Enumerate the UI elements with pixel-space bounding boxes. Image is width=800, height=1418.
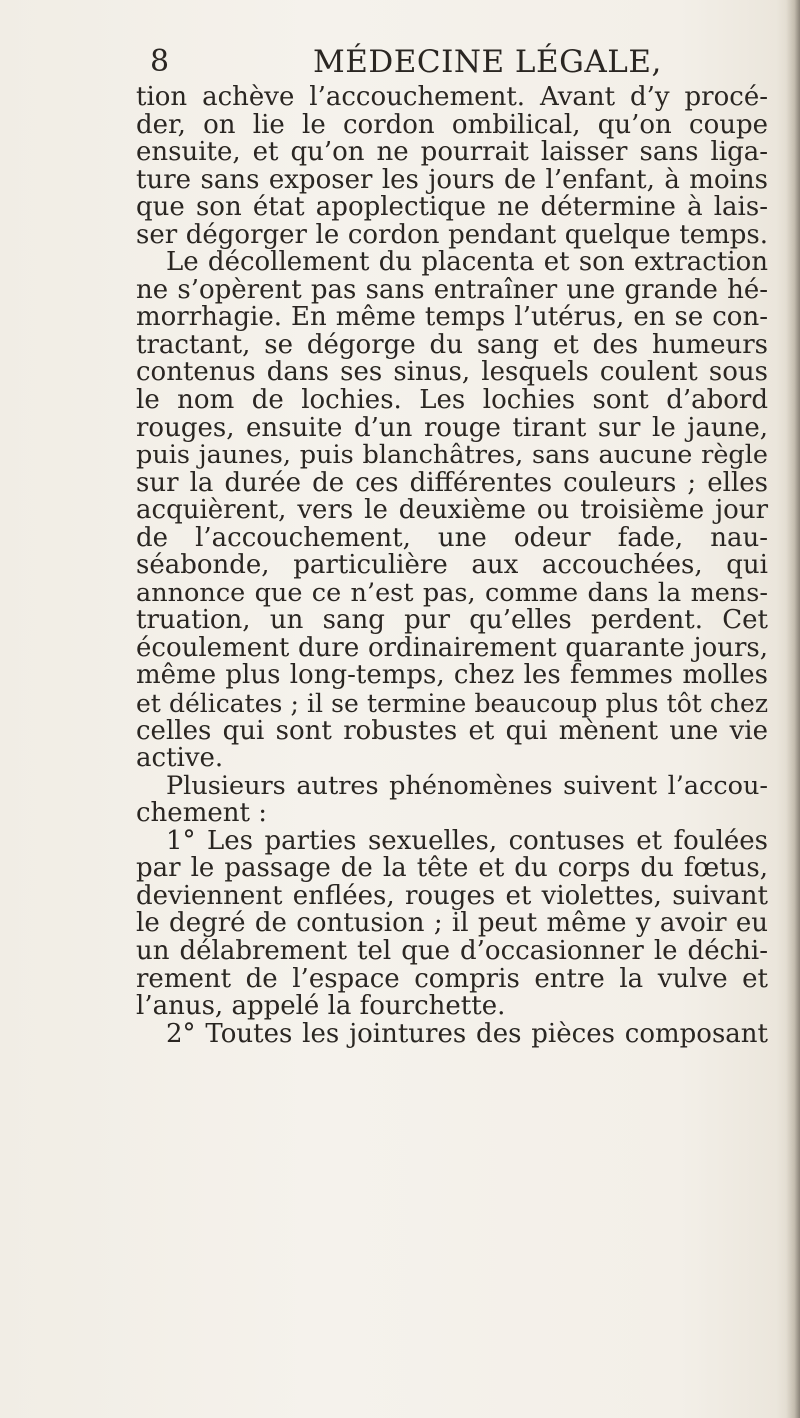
text-line: tractant, se dégorge du sang et des humeurs [136, 329, 768, 360]
text-line: et délicates ; il se termine beaucoup plus tôt chez [136, 689, 768, 719]
text-line: que son état apoplectique ne détermine à lais- [136, 192, 768, 223]
page-edge-shadow [786, 0, 800, 1418]
text-line: truation, un sang pur qu’elles perdent. Cet [136, 605, 768, 636]
text-line: séabonde, particulière aux accouchées, qui [136, 550, 768, 581]
text-line: un délabrement tel que d’occasionner le déchi- [136, 935, 768, 966]
text-line: le nom de lochies. Les lochies sont d’abord [136, 385, 768, 416]
text-line: même plus long-temps, chez les femmes molles [136, 660, 768, 691]
text-line: contenus dans ses sinus, lesquels coulent sous [136, 357, 768, 388]
text-line: le degré de contusion ; il peut même y avoir eu [136, 908, 768, 939]
text-line: 1° Les parties sexuelles, contuses et foulées [166, 825, 768, 856]
text-line: ensuite, et qu’on ne pourrait laisser sans liga- [136, 137, 768, 168]
text-line: ser dégorger le cordon pendant quelque temps. [136, 219, 768, 250]
text-line: Plusieurs autres phénomènes suivent l’accou- [166, 770, 768, 801]
text-line: de l’accouchement, une odeur fade, nau- [136, 522, 768, 553]
text-line: rouges, ensuite d’un rouge tirant sur le jaune, [136, 412, 768, 443]
page-number: 8 [150, 44, 170, 79]
text-line: annonce que ce n’est pas, comme dans la mens- [136, 577, 768, 608]
text-line: ture sans exposer les jours de l’enfant, à moins [136, 164, 768, 195]
text-line: chement : [136, 798, 267, 829]
text-line: der, on lie le cordon ombilical, qu’on coupe [136, 109, 768, 140]
text-line: l’anus, appelé la fourchette. [136, 991, 506, 1022]
text-line: active. [136, 743, 224, 774]
text-line: sur la durée de ces différentes couleurs ; elles [136, 467, 768, 498]
text-line: Le décollement du placenta et son extraction [166, 247, 768, 278]
text-line: deviennent enflées, rouges et violettes, suivant [136, 880, 768, 911]
text-line: rement de l’espace compris entre la vulve et [136, 963, 768, 994]
text-line: puis jaunes, puis blanchâtres, sans aucune règle [136, 440, 768, 471]
text-line: par le passage de la tête et du corps du fœtus, [136, 853, 768, 884]
text-line: ne s’opèrent pas sans entraîner une grande hé- [136, 274, 768, 305]
text-line: tion achève l’accouchement. Avant d’y procé- [136, 82, 768, 112]
text-line: celles qui sont robustes et qui mènent une vie [136, 715, 768, 746]
text-line: acquièrent, vers le deuxième ou troisième jour [136, 495, 768, 526]
body-text [136, 84, 768, 1048]
text-line: 2° Toutes les jointures des pièces composant [166, 1018, 768, 1049]
text-line: morrhagie. En même temps l’utérus, en se con- [136, 302, 768, 333]
page-header [0, 40, 800, 84]
running-head: MÉDECINE LÉGALE, [313, 44, 662, 80]
text-line: écoulement dure ordinairement quarante jours, [136, 632, 768, 663]
